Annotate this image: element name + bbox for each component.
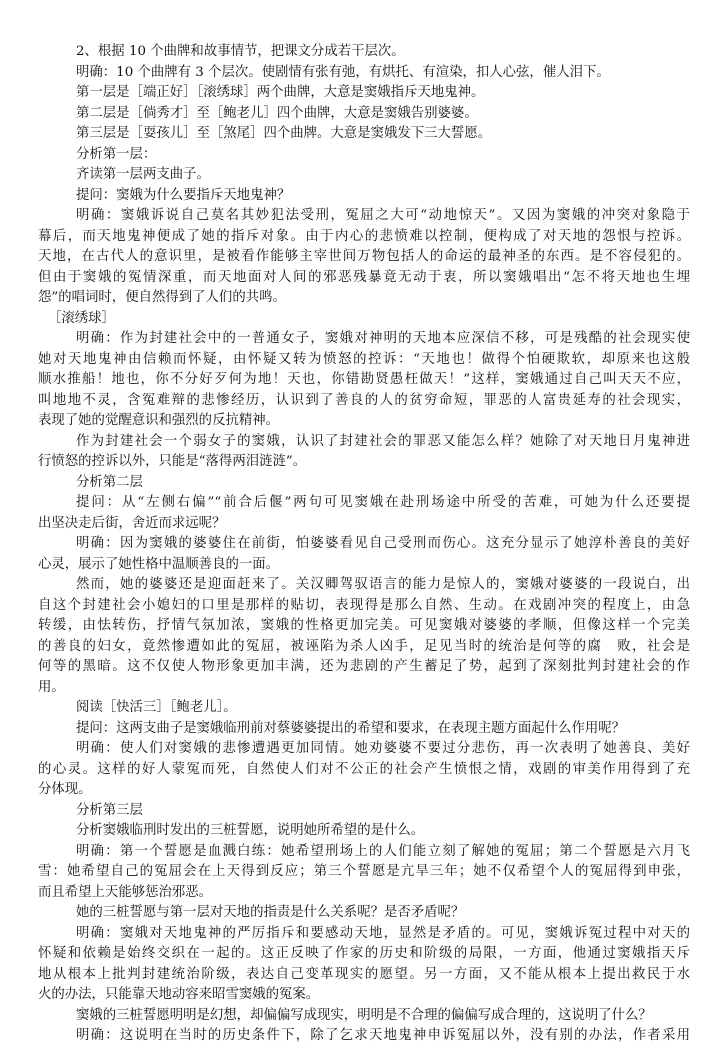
text-line: 的善良的妇女，竟然惨遭如此的冤屈，被诬陷为杀人凶手，足见当时的统治是何等的腐 败，社会是	[38, 638, 690, 654]
text-line: 自这个封建社会小媳妇的口里是那样的贴切，表现得是那么自然、生动。在戏剧冲突的程度上，由急	[38, 597, 690, 613]
text-line: 顺水推船！地也，你不分好歹何为地！天也，你错勘贤愚枉做天！”这样，窦娥通过自己叫天天不应，	[38, 372, 690, 387]
text-line: 提问：窦娥为什么要指斥天地鬼神？	[76, 187, 291, 203]
text-line: 地从根本上批判封建统治阶级，表达自己变革现实的愿望。另一方面，又不能从根本上提出救民于水	[38, 966, 690, 982]
text-line: 行愤怒的控诉以外，只能是“落得两泪涟涟”。	[38, 454, 307, 469]
text-line: 提问：从“左侧右偏”“前合后偃”两句可见窦娥在赴刑场途中所受的苦难，可她为什么还要提	[76, 495, 690, 510]
text-line: 分析第一层：	[76, 146, 157, 162]
text-line: 明确：窦娥诉说自己莫名其妙犯法受刑，冤屈之大可“动地惊天”。又因为窦娥的冲突对象隐于	[76, 208, 690, 223]
text-line: 第一层是［端正好］［滚绣球］两个曲牌，大意是窦娥指斥天地鬼神。	[76, 85, 485, 100]
text-line: ［滚绣球］	[48, 310, 115, 326]
text-line: 第二层是［倘秀才］至［鲍老儿］四个曲牌，大意是窦娥告别婆婆。	[76, 105, 478, 121]
text-line: 明确：窦娥对天地鬼神的严厉指斥和要感动天地，显然是矛盾的。可见，窦娥诉冤过程中对天的	[76, 925, 690, 941]
text-line: 天地，在古代人的意识里，是被看作能够主宰世间万物包括人的命运的最神圣的东西。是不容侵犯的。	[38, 249, 690, 264]
text-line: 明确：第一个誓愿是血溅白练：她希望刑场上的人们能立刻了解她的冤屈；第二个誓愿是六月飞	[76, 843, 690, 859]
text-line: 用。	[38, 679, 65, 695]
text-line: 分析第三层	[76, 802, 143, 818]
text-line: 提问：这两支曲子是窦娥临刑前对蔡婆婆提出的希望和要求，在表现主题方面起什么作用呢？	[76, 720, 626, 736]
text-line: 叫地地不灵，含冤难辩的悲惨经历，认识到了善良的人的贫穷命短，罪恶的人富贵延寿的社会现实，	[38, 392, 690, 408]
text-line: 明确：10 个曲牌有 3 个层次。使剧情有张有弛，有烘托、有渲染，扣人心弦，催人泪下。	[76, 64, 610, 80]
text-line: 分析第二层	[76, 474, 143, 490]
text-line: 怨”的唱词时，便自然得到了人们的共鸣。	[38, 290, 286, 305]
text-line: 明确：作为封建社会中的一普通女子，窦娥对神明的天地本应深信不移，可是残酷的社会现实使	[76, 331, 690, 346]
text-line: 第三层是［耍孩儿］至［煞尾］四个曲牌。大意是窦娥发下三大誓愿。	[76, 126, 492, 141]
text-line: 她对天地鬼神由信赖而怀疑，由怀疑又转为愤怒的控诉：“天地也！做得个怕硬欺软，却原来也这般	[38, 351, 690, 367]
text-line: 转缓，由怯转伤，抒情气氛加浓，窦娥的性格更加完美。可见窦娥对婆婆的孝顺，但像这样一个完美	[38, 618, 690, 633]
text-line: 齐读第一层两支曲子。	[76, 167, 210, 182]
text-line: 幕后，而天地鬼神便成了她的指斥对象。由于内心的悲愤难以控制，便构成了对天地的怨恨与控诉。	[38, 228, 690, 244]
text-line: 窦娥的三桩誓愿明明是幻想，却偏偏写成现实，明明是不合理的偏偏写成合理的，这说明了什么？	[76, 1007, 652, 1023]
text-line: 阅读［快活三］［鲍老儿］。	[76, 700, 237, 715]
text-line: 表现了她的觉醒意识和强烈的反抗精神。	[38, 413, 280, 428]
text-line: 怀疑和依赖是始终交织在一起的。这正反映了作家的历史和阶级的局限，一方面，他通过窦娥指天斥	[38, 946, 690, 961]
text-line: 分体现。	[38, 782, 92, 797]
text-line: 但由于窦娥的冤情深重，而天地面对人间的邪恶残暴竟无动于衷，所以窦娥唱出“怎不将天地也生埋	[38, 269, 690, 285]
text-line: 2、根据 10 个曲牌和故事情节，把课文分成若干层次。	[76, 44, 405, 59]
text-line: 而且希望上天能够惩治邪恶。	[38, 884, 213, 900]
text-line: 雪：她希望自己的冤屈会在上天得到反应；第三个誓愿是亢旱三年；她不仅希望个人的冤屈得到申张，	[38, 864, 690, 879]
text-line: 明确：因为窦娥的婆婆住在前街，怕婆婆看见自己受刑而伤心。这充分显示了她淳朴善良的美好	[76, 536, 690, 551]
text-line: 明确：这说明在当时的历史条件下，除了乞求天地鬼神申诉冤屈以外，没有别的办法，作者采用	[76, 1028, 690, 1043]
text-line: 然而，她的婆婆还是迎面赶来了。关汉卿驾驭语言的能力是惊人的，窦娥对婆婆的一段说白，出	[76, 577, 690, 592]
text-line: 火的办法，只能靠天地动容来昭雪窦娥的冤案。	[38, 987, 320, 1002]
text-line: 何等的黑暗。这不仅使人物形象更加丰满，还为悲剧的产生蓄足了势，起到了深刻批判封建社会的作	[38, 659, 690, 674]
text-line: 心灵，展示了她性格中温顺善良的一面。	[38, 556, 280, 572]
text-line: 作为封建社会一个弱女子的窦娥，认识了封建社会的罪恶又能怎么样？她除了对天地日月鬼神进	[76, 433, 690, 449]
text-line: 明确：使人们对窦娥的悲惨遭遇更加同情。她劝婆婆不要过分悲伤，再一次表明了她善良、美好	[76, 741, 690, 756]
text-line: 分析窦娥临刑时发出的三桩誓愿，说明她所希望的是什么。	[76, 823, 425, 838]
text-line: 她的三桩誓愿与第一层对天地的指责是什么关系呢？是否矛盾呢？	[76, 905, 465, 920]
text-line: 出坚决走后街，舍近而求远呢？	[38, 515, 226, 531]
text-line: 的心灵。这样的好人蒙冤而死，自然使人们对不公正的社会产生愤恨之情，戏剧的审美作用得到了充	[38, 761, 690, 777]
